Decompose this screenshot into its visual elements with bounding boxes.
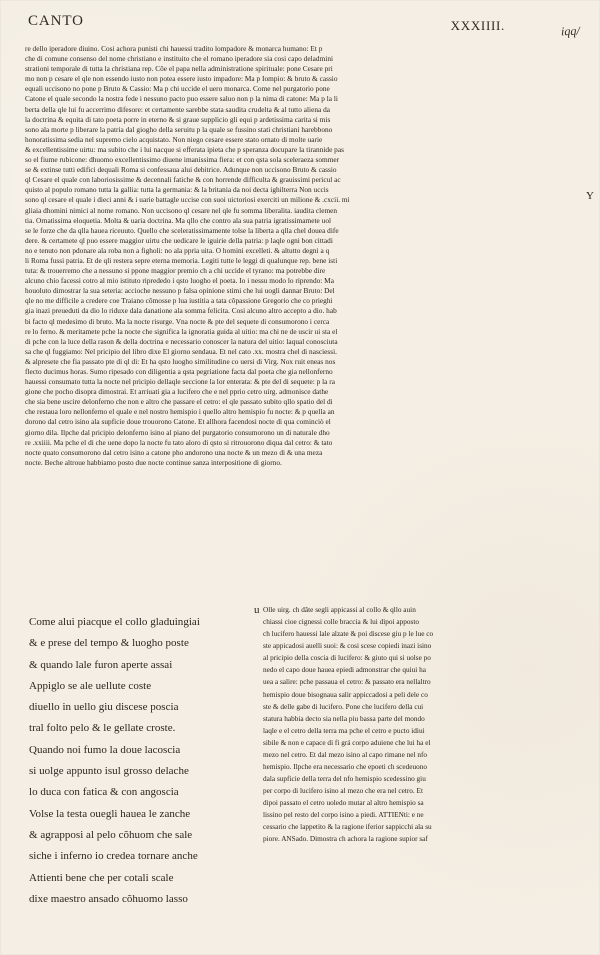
verse-line: dixe maestro ansado cõhuomo lasso — [29, 892, 188, 905]
gloss-line: uea a salire: pche passaua el cetro: & passato era nellaltro — [263, 678, 431, 687]
gloss-line: hemispio doue bisognaua salir appiccadosi a peli dele co — [263, 690, 428, 699]
gloss-line: chiassi cioe cignessi colle braccia & lui dipoi apposto — [263, 618, 419, 627]
commentary-line: sono ala morte p liberare la patria dal giogho della seruitu p la quale se fussino stati christiani harebbono — [25, 124, 333, 134]
gloss-line: piore. ANSado. Dimostra ch achora la ragione supior saf — [263, 835, 428, 844]
commentary-line: re dello iperadore diuino. Cosi achora punisti chi hauessi tradito lompadore & monarca humano: Et p — [25, 44, 323, 53]
commentary-line: nocte quato consumorono dal cetro isino a catone pho andorono una nocte & un mezo di & una meza — [25, 447, 323, 457]
gloss-line: lissino pel resto del corpo isino a piedi. ATTIENti: e ne — [263, 811, 424, 820]
verse-line: & quando lale furon aperte assai — [29, 658, 173, 671]
margin-mark: Y — [586, 190, 594, 202]
commentary-line: bi facto ql medesimo di bruto. Ma la nocte risurge. Vna nocte & pte del sequete di consumorono i cerca — [25, 316, 330, 326]
verse-line: Volse la testa ouegli hauea le zanche — [29, 807, 191, 820]
commentary-line: Catone el quale secondo la nostra fede i nessuno pacto puo essere saluo non p la nima di catone: Ma p la li — [25, 94, 338, 104]
commentary-line: sa che ql fuggiamo: Nel pricipio del libro dixe El giorno sendaua. Et nel cato .xx. mostra chel di nasciessi. — [25, 346, 338, 356]
commentary-line: dorono dal cetro isino ala supficie doue trouorono Catone. Et allhora facendosi nocte di qua cominciò el — [25, 417, 331, 427]
commentary-line: qle no me difficile a credere coe Traiano cõmosse p lua iustitia a tata cõpassione Gregorio che co prieghi — [25, 296, 333, 306]
commentary-line: se le forze che da qlla hauea riceuuto. Quello che sceleratissimamente tolse la liberta a qlla chel douea dife — [25, 225, 339, 235]
verse-line: Appiglo se ale uellute coste — [29, 679, 152, 692]
commentary-line: giorno dila. Ilpche dal pricipio delonferno isino al piano del purgatorio consumorono un di naturale dho — [25, 427, 330, 437]
commentary-line: gia inazi preueduti da dio lo riduxe dala danatione ala somma felicita. Cosi alcuno altro accepto a dio. hab — [25, 306, 337, 316]
gloss-initial: u — [254, 604, 260, 616]
gloss-line: cessario che lappetito & la ragione iferior sappicchi ala su — [263, 823, 432, 832]
canto-heading: CANTO — [28, 13, 84, 29]
commentary-line: re lo ferno. & meritamete pche la nocte che significa la ignoratia guida al uitio: ma chi ne de uscir ui sta el — [25, 326, 338, 336]
verse-line: Attienti bene che per cotali scale — [29, 871, 174, 884]
verse-line: & agrapposi al pelo cõhuom che sale — [29, 828, 193, 841]
verse-line: siche i inferno io credea tornare anche — [29, 850, 198, 863]
gloss-line: sibile & non e capace di fi grá corpo aduiene che lui ha el — [263, 738, 431, 747]
commentary-line: re .xxiiii. Ma pche el di che uene dopo la nocte fu tato aloro di qsto si ritrouorono diqua dal cetro: & tato — [25, 437, 333, 447]
commentary-line: sono ql cesare el quale i dieci anni & i uarie battagle uccise con suoi uictoriosi exerciti un milione & .cxcii. mi — [25, 195, 350, 205]
gloss-line: ste appicadosi auelli suoi: & cosi scese copiedi inazi isino — [263, 642, 432, 651]
gloss-line: per corpo di lucifero isino al mezo che era nel cetro. Et — [263, 787, 423, 796]
commentary-line: se & extinse tutti edifici dequali Roma si confessaua alui debitrice. Adunque non uccisono Bruto & cassio — [25, 165, 337, 175]
commentary-line: dere. & certamete ql puo essere maggior uirtu che uedicare le iguirie della patria: p laqle ogni bon cittadi — [25, 235, 333, 245]
commentary-line: strationi temporale di tutta la christiana rep. Cõe el papa nella administratione spirituale: pone Cesare pri — [25, 64, 333, 74]
gloss-line: nedo el capo doue hauea epiedi admonstrar che quiui ha — [263, 666, 426, 675]
gloss-column — [263, 604, 559, 894]
commentary-line: ql Cesare el quale con laboriosissime & decennali fatiche & con horrende difficulta & grauissimi pericul ac — [25, 175, 341, 185]
verse-line: tral folto pelo & le gellate croste. — [29, 722, 176, 735]
commentary-line: & alpresete che fia passato pte di ql di: Et ha qsto luogho similitudine co uersi di Virg. Nox ruit eneas nos — [25, 356, 336, 366]
commentary-line: alcuno chio facessi cotro al mio istituto riprededo i qsto luogho el poeta. Io i nessu modo lo riprendo: Ma — [25, 276, 334, 286]
commentary-line: flecto ducimus horas. Sumo ripesado con diligentia a qsta pegriatione facta dal poeta che gia nellonferno — [25, 367, 333, 376]
canto-number: XXXIIII. — [450, 18, 505, 33]
commentary-line: equali uccisono no pone p Bruto & Cassio: Ma p chi uccide el uero monarca. Come nel purgatorio pone — [25, 84, 330, 94]
gloss-line: ch lucifero hauessi lale alzate & poi discese giu p le lue co — [263, 630, 434, 639]
gloss-line: mezo nel cetro. Et dal mezo isino al capo rimane nel nfo — [263, 750, 428, 759]
commentary-line: che restaua loro nellonferno el quale e nel nostro hemispio i quello altro hemispio fu nocte: & p quella an — [25, 407, 335, 417]
verse-line: & e prese del tempo & luogho poste — [29, 637, 189, 650]
commentary-line: so el fiume rubicone: dhuomo excellentissimo diuene imanissima fiera: et con qsta sola sceleraeza sommer — [25, 155, 340, 165]
commentary-block — [25, 44, 558, 592]
commentary-line: che di comune consenso del nome christiano e instituito che el romano iperadore sia cosi capo deladmini — [25, 54, 334, 64]
verse-line: Come alui piacque el collo gladuingiai — [29, 616, 200, 628]
commentary-line: hauessi consumato tutta la nocte nel pricipio dellaqle seccione la lor enterata: & pte del di sequete: p la ra — [25, 377, 335, 387]
folio-number: iqq/ — [561, 23, 581, 39]
gloss-line: dala supficie della terra del nfo hemispio scedessino giu — [263, 775, 426, 784]
commentary-line: che sia bene uscire delonferno che non e altro che passare el cetro: el qle passato subito qllo spatio del di — [25, 397, 333, 407]
verse-column — [29, 612, 237, 905]
gloss-line: ste & delle gabe di lucifero. Pone che lucifero della cui — [263, 702, 424, 711]
commentary-line: honoratissima sedia nel supremo cielo acquistato. Non niego cesare essere stato ornato di molte uarie — [25, 134, 323, 144]
gloss-line: statura habbia decto sia nella piu bassa parte del mondo — [263, 714, 425, 723]
gloss-line: Olle uirg. ch dãte segli appicassi al collo & qllo auin — [263, 606, 416, 614]
commentary-line: quisto al populo romano tutta la gallia: tutta la germania: & la britania da noi decta ighilterra Non uccis — [25, 185, 329, 195]
commentary-line: tuta: & trouerremo che a nessuno si ppone maggior premio ch a chi uccide el tyrano: ma potrebbe dire — [25, 266, 326, 276]
commentary-line: tia. Ornatissima eloquetia. Molta & uaria doctrina. Ma qllo che contro ala sua patria igratissimamete uol — [25, 215, 332, 225]
verse-line: diuello in uello giu discese poscia — [29, 701, 179, 714]
gloss-line: dipoi passato el cetro uoledo mutar al altro hemispio sa — [263, 799, 424, 808]
commentary-line: no e tenuto non pdonare ala roba non a figholi: no ala ppria uita. O homini excelleti. & altutto degni a q — [25, 245, 330, 255]
gloss-line: al pricipio della coscia di lucifero: & giuto qui si uolse po — [263, 654, 431, 663]
verse-line: Quando noi fumo la doue lacoscia — [29, 743, 181, 756]
gloss-line: laqle e el cetro della terra ma pche el cetro e pucto idiui — [263, 726, 425, 735]
commentary-line: houoluto dimostrar la sua seteria: accioche nessuno p falsa opinione stimi che lui uogli dannar Bruto: Del — [25, 286, 335, 296]
commentary-line: & excellentissime uirtu: ma subito che i lui nacque si efferata ipieta che p speranza docupare la tirannide pas — [25, 144, 344, 154]
commentary-line: li Roma fussi patria. Et de qli restera sepre eterna memoria. Legiti tutte le leggi di qualunque rep. bene isti — [25, 255, 338, 265]
commentary-line: la doctrina & equita di tato poeta porre in eterno & si graue supplicio gli equi p ardetissima carita si mis — [25, 114, 331, 124]
commentary-line: gione che pocho disopra dimostrai. Et arriuati gia a lucifero che e nel pprio cetro uirg. admonisce dathe — [25, 387, 329, 397]
verse-line: lo duca con fatica & con angoscia — [29, 786, 179, 799]
commentary-line: gliaia dhomini nimici al nome romano. Non uccisono ql cesare nel qle fu somma liberalita. iaudita clemen — [25, 205, 338, 215]
verse-line: si uolge appunto isul grosso delache — [29, 765, 189, 778]
commentary-line: mo non p cesare el qle non essendo iusto non potea essere iusto impadore: Ma p Iompio: & bruto & cassio — [25, 74, 338, 84]
commentary-line: berta della qle lui fu accerrimo difesore: et certamente sarebbe stata saudita crudelta & al tutto aliena da — [25, 104, 331, 114]
gloss-line: hemispio. Ilpche era necessario che epoeti ch scedeuono — [263, 763, 428, 772]
commentary-line: nocte. Beche altroue habbiamo posto due nocte continue sanza interpositione di giorno. — [25, 457, 282, 467]
commentary-line: di pche con la luce della rason & della doctrina e necessario conoscer la natura del uitio: laqual conosciuta — [25, 336, 338, 346]
